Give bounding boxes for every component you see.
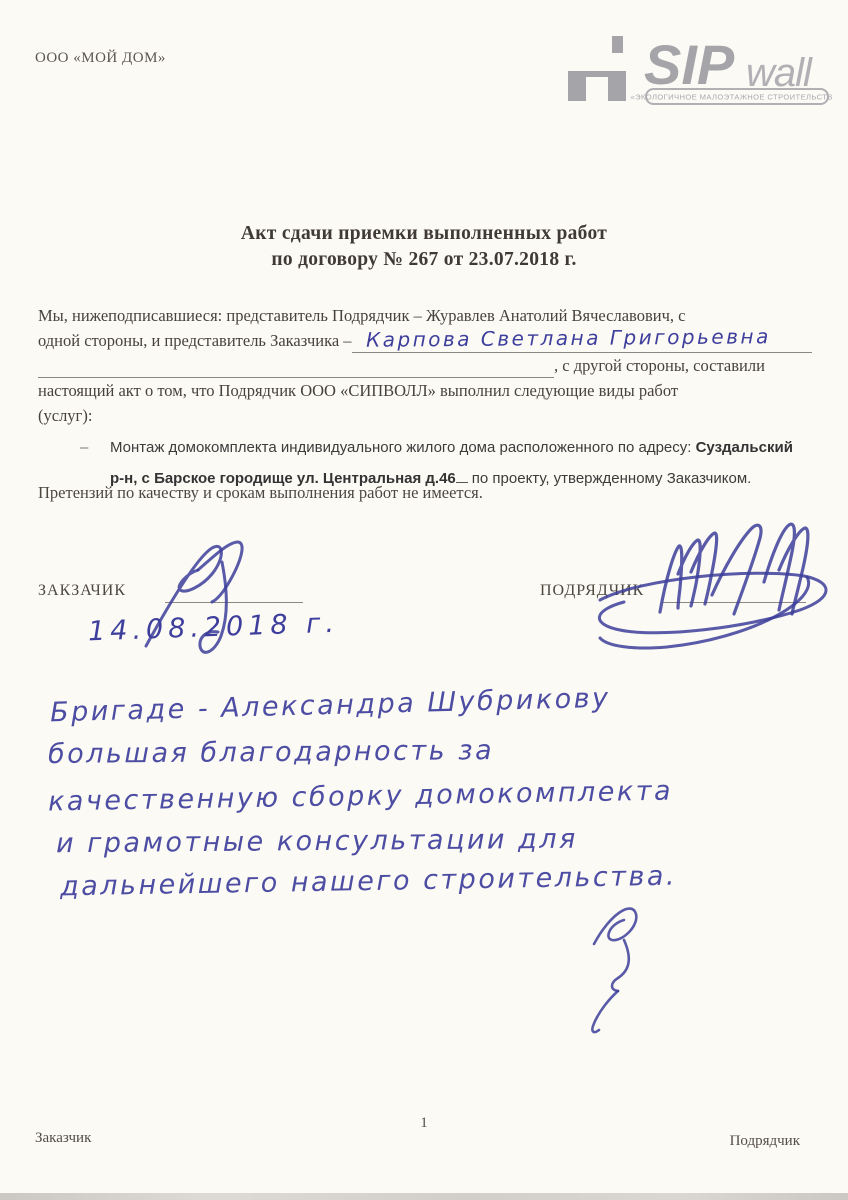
empty-blank-line <box>38 355 554 378</box>
handwritten-date: 14.08.2018 г. <box>87 607 340 648</box>
intro-paragraph <box>38 303 812 428</box>
scan-bottom-edge <box>0 1193 848 1200</box>
claims-line: Претензий по качеству и срокам выполнения работ не имеется. <box>38 483 483 502</box>
work-line-1-text: Монтаж домокомплекта индивидуального жилого дома расположенного по адресу: <box>110 439 696 456</box>
underline-mark <box>456 468 468 483</box>
note-line-4: и грамотные консультации для <box>55 823 578 860</box>
bullet-dash: – <box>80 439 89 456</box>
intro-line-5: (услуг): <box>38 406 93 425</box>
intro-line-3 <box>38 353 812 378</box>
logo-brand-sip: SIP <box>644 33 735 96</box>
note-signature <box>566 892 676 1042</box>
document-title <box>0 221 848 273</box>
customer-sign-label: ЗАКЗАЧИК <box>38 582 127 599</box>
company-name: ООО «МОЙ ДОМ» <box>35 50 166 66</box>
title-line-1: Акт сдачи приемки выполненных работ <box>240 223 608 244</box>
work-item-line-1 <box>80 432 820 463</box>
intro-line-1: Мы, нижеподписавшиеся: представитель Подрядчик – Журавлев Анатолий Вячеславович, с <box>38 306 686 325</box>
house-icon <box>556 35 640 101</box>
note-line-1: Бригаде - Александра Шубрикову <box>49 682 611 729</box>
customer-name-blank <box>352 324 812 353</box>
intro-line-3-text: , с другой стороны, составили <box>554 356 765 375</box>
customer-signature <box>128 528 308 668</box>
logo-brand-wall: wall <box>746 51 811 95</box>
page-number: 1 <box>420 1115 428 1131</box>
logo-tagline: «ЭКОЛОГИЧНОЕ МАЛОЭТАЖНОЕ СТРОИТЕЛЬСТВО» <box>630 92 832 102</box>
work-line-1-bold: Суздальский <box>695 439 793 456</box>
footer-customer-label: Заказчик <box>35 1130 92 1146</box>
contractor-signature <box>572 520 842 650</box>
note-line-2: большая благодарность за <box>47 735 495 770</box>
intro-line-2-text: одной стороны, и представитель Заказчика – <box>38 331 352 350</box>
work-line-2-text: по проекту, утвержденному Заказчиком. <box>471 470 752 487</box>
title-line-2: по договору № 267 от 23.07.2018 г. <box>271 249 577 270</box>
footer-contractor-label: Подрядчик <box>729 1133 800 1149</box>
work-line-2-bold: р-н, с Барское городище ул. Центральная д.46 <box>110 470 456 487</box>
handwritten-customer-name: Карпова Светлана Григорьевна <box>365 324 771 352</box>
sipwall-logo <box>550 26 832 108</box>
intro-line-4: настоящий акт о том, что Подрядчик ООО «СИПВОЛЛ» выполнил следующие виды работ <box>38 381 679 400</box>
note-line-3: качественную сборку домокомплекта <box>47 775 674 818</box>
contractor-sign-label: ПОДРЯДЧИК <box>540 582 645 599</box>
intro-line-2 <box>38 324 812 353</box>
note-line-5: дальнейшего нашего строительства. <box>59 860 678 903</box>
